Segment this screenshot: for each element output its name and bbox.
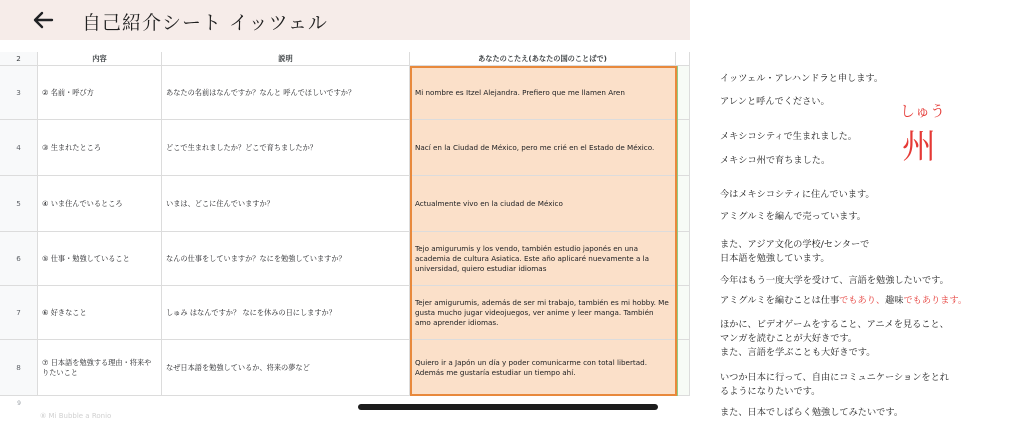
row-number[interactable]: 7	[0, 286, 38, 339]
topic-cell[interactable]: ③ 生まれたところ	[38, 120, 162, 175]
note-line: 日本語を勉強しています。	[720, 253, 830, 264]
question-cell[interactable]: いまは、どこに住んでいますか？	[162, 176, 410, 231]
note-text: アミグルミを編むことは仕事	[720, 295, 840, 306]
note-line: ほかに、ビデオゲームをすること、アニメを見ること、	[720, 319, 949, 330]
note-line: また、言語を学ぶことも大好きです。	[720, 347, 876, 358]
answer-cell[interactable]: Nací en la Ciudad de México, pero me crié en el Estado de México.	[410, 120, 676, 175]
header-row	[0, 52, 690, 66]
arrow-left-icon	[28, 6, 58, 34]
column-header-description[interactable]: 説明	[162, 52, 410, 65]
handwritten-reading: しゅう	[900, 102, 946, 120]
handwritten-kanji: 州	[902, 127, 936, 167]
home-indicator-bar[interactable]	[358, 404, 658, 410]
topic-cell[interactable]: ⑥ 好きなこと	[38, 286, 162, 339]
column-header-answer[interactable]: あなたのこたえ(あなたの国のことばで)	[410, 52, 676, 65]
topic-cell[interactable]: ⑧ Mi Bubble a Ronio	[40, 412, 112, 420]
answer-cell[interactable]: Quiero ir a Japón un día y poder comunicarme con total libertad. Además me gustaría estudiar un tiempo ahí.	[410, 340, 676, 395]
page-title: 自己紹介シート イッツェル	[82, 12, 328, 34]
note-text: 趣味	[885, 295, 904, 306]
topic-cell[interactable]: ② 名前・呼び方	[38, 66, 162, 119]
question-cell[interactable]: あなたの名前はなんですか？なんと 呼んでほしいですか？	[162, 66, 410, 119]
answer-cell[interactable]: Actualmente vivo en la ciudad de México	[410, 176, 676, 231]
note-line: アミグルミを編んで売っています。	[720, 211, 866, 222]
table-row	[0, 232, 690, 286]
note-line: 今はメキシコシティに住んでいます。	[720, 189, 875, 200]
notes-panel	[690, 0, 1024, 427]
note-line: また、日本でしばらく勉強してみたいです。	[720, 407, 904, 418]
topic-cell[interactable]: ⑤ 仕事・勉強していること	[38, 232, 162, 285]
topic-cell[interactable]: ④ いま住んでいるところ	[38, 176, 162, 231]
row-number[interactable]: 8	[0, 340, 38, 395]
row-number[interactable]: 9	[17, 400, 21, 407]
note-line: また、アジア文化の学校/センターで	[720, 239, 870, 250]
row-number[interactable]: 3	[0, 66, 38, 119]
table-row	[0, 66, 690, 120]
note-line: 今年はもう一度大学を受けて、言語を勉強したいです。	[720, 275, 949, 286]
question-cell[interactable]: しゅみ はなんですか？ なにを休みの日にしますか？	[162, 286, 410, 339]
handwritten-correction	[896, 98, 952, 168]
answer-cell[interactable]: Tejer amigurumis, además de ser mi trabajo, también es mi hobby. Me gusta mucho jugar videojuegos, ver anime y leer manga. También amo aprender idiomas.	[410, 286, 676, 339]
note-line: アレンと呼んでください。	[720, 96, 830, 107]
row-number[interactable]: 2	[0, 52, 38, 65]
answer-cell[interactable]: Tejo amigurumis y los vendo, también estudio japonés en una academia de cultura Asiatica. Este año aplicaré nuevamente a la universidad, quiero estudiar idiomas	[410, 232, 676, 285]
note-line: メキシコ州で育ちました。	[720, 155, 831, 166]
note-line: メキシコシティで生まれました。	[720, 131, 857, 142]
row-number[interactable]: 6	[0, 232, 38, 285]
note-text-red: でもあります。	[903, 295, 968, 306]
column-divider	[676, 66, 678, 396]
row-number[interactable]: 5	[0, 176, 38, 231]
answer-cell[interactable]: Mi nombre es Itzel Alejandra. Prefiero que me llamen Aren	[410, 66, 676, 119]
question-cell[interactable]: どこで生まれましたか？どこで育ちましたか？	[162, 120, 410, 175]
top-app-bar	[0, 0, 690, 40]
note-line: るようになりたいです。	[720, 386, 821, 397]
table-row	[0, 340, 690, 396]
topic-cell[interactable]: ⑦ 日本語を勉強する理由・将来やりたいこと	[38, 340, 162, 395]
question-cell[interactable]: なんの仕事をしていますか？なにを勉強していますか？	[162, 232, 410, 285]
question-cell[interactable]: なぜ日本語を勉強しているか、将来の夢など	[162, 340, 410, 395]
table-row	[0, 120, 690, 176]
table-row	[0, 286, 690, 340]
note-line: マンガを読むことが大好きです。	[720, 333, 858, 344]
back-button[interactable]	[28, 6, 58, 34]
row-number[interactable]: 4	[0, 120, 38, 175]
column-header-content[interactable]: 内容	[38, 52, 162, 65]
note-line-highlighted	[720, 292, 967, 306]
note-text-red: でもあり、	[839, 295, 886, 306]
note-line: いつか日本に行って、自由にコミュニケーションをとれ	[720, 372, 949, 383]
table-row	[0, 176, 690, 232]
note-line: イッツェル・アレハンドラと申します。	[720, 73, 884, 84]
table-row	[0, 396, 690, 427]
